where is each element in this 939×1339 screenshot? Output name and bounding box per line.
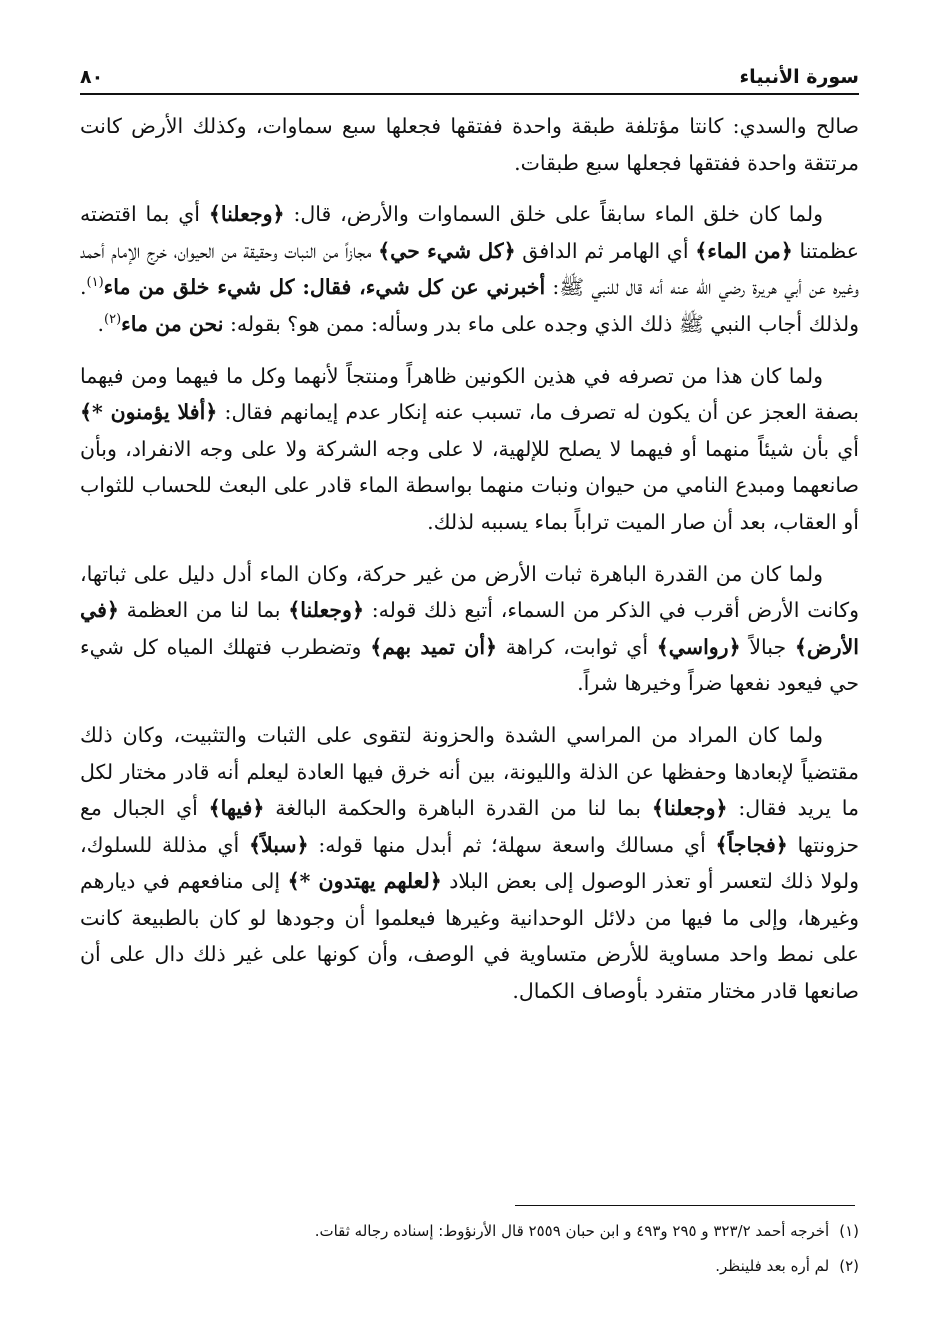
paragraph bbox=[80, 556, 859, 702]
hadith-quote: أخبرني عن كل شيء، فقال: كل شيء خلق من ماء bbox=[103, 275, 546, 300]
footnote-text: لم أره بعد فلينظر. bbox=[715, 1257, 830, 1275]
text-run: أي بأن شيئاً منهما أو فيهما لا يصلح للإلهية، لا على وجه الشركة ولا على وجه الانفراد، وبأن صانعهما ومبدع النامي من حيوان ونبات منهما بواسطة الماء قادر على البعث للحساب للثواب أو العقاب، بعد أن صار الميت تراباً بماء يسببه لذلك. bbox=[80, 436, 859, 534]
paragraph bbox=[80, 108, 859, 181]
quran-quote: ﴿من الماء﴾ bbox=[695, 238, 793, 263]
hadith-quote: نحن من ماء bbox=[121, 311, 224, 336]
quran-quote: ﴿أن تميد بهم﴾ bbox=[370, 634, 498, 659]
text-run: أي ثوابت، كراهة bbox=[497, 634, 657, 659]
quran-quote: ﴿وجعلنا﴾ bbox=[208, 202, 285, 227]
footnote bbox=[80, 1249, 859, 1284]
text-run: ولما كان خلق الماء سابقاً على خلق السماوات والأرض، قال: bbox=[284, 202, 824, 227]
page-header bbox=[80, 52, 859, 92]
text-run: بما لنا من العظمة bbox=[118, 598, 289, 623]
quran-quote: ﴿فيها﴾ bbox=[208, 796, 265, 821]
text-run: أي مسالك واسعة سهلة؛ ثم أبدل منها قوله: bbox=[308, 832, 716, 857]
footnote bbox=[80, 1214, 859, 1249]
quran-quote: ﴿سبلاً﴾ bbox=[248, 832, 309, 857]
text-run: أي الهامر ثم الدافق bbox=[515, 238, 696, 263]
quran-quote: ﴿كل شيء حي﴾ bbox=[378, 238, 516, 263]
text-run: ولما كان المراد من المراسي الشدة والحزونة لتقوى على الثبات والتثبيت، وكان ذلك مقتضياً لإبعادها وحفظها عن الذلة والليونة، بين أنه خرق فيها العادة ليعلم أنه قادر مختار لكل ما يريد فقال: bbox=[80, 722, 860, 821]
paragraph bbox=[80, 358, 859, 541]
text-run: ولما كان هذا من تصرفه في هذين الكونين ظاهراً ومنتجاً لأنهما وكل ما فيهما ومن فيهما بصفة العجز عن أن يكون له تصرف ما، تسبب عنه إنكار عدم إيمانهم فقال: bbox=[80, 363, 859, 425]
footnotes bbox=[80, 1214, 859, 1284]
main-text bbox=[80, 108, 859, 1010]
text-run: . ولذلك أجاب النبي ﷺ ذلك الذي وجده على ماء بدر وسأله: ممن هو؟ بقوله: bbox=[80, 275, 859, 336]
text-run: وتضطرب فتهلك المياه كل شيء حي فيعود نفعها ضراً وخيرها شراً. bbox=[80, 634, 859, 696]
footnote-ref: (١) bbox=[86, 275, 104, 291]
text-run: . bbox=[97, 311, 105, 336]
quran-quote: ﴿فجاجاً﴾ bbox=[715, 832, 788, 857]
quran-quote: ﴿لعلهم يهتدون *﴾ bbox=[287, 869, 442, 894]
text-run: بما لنا من القدرة الباهرة والحكمة البالغة bbox=[264, 796, 652, 821]
text-run: ولما كان من القدرة الباهرة ثبات الأرض من غير حركة، وكان الماء أدل دليل على ثباتها، وكانت الأرض أقرب في الذكر من السماء، أتبع ذلك قوله: bbox=[80, 561, 860, 623]
quran-quote: ﴿وجعلنا﴾ bbox=[288, 598, 364, 623]
text-run: أي بما اقتضته عظمتنا bbox=[80, 202, 859, 263]
footnote-text: أخرجه أحمد ٣٢٣/٢ و ٢٩٥ و٤٩٣ و ابن حبان ٢٥٥٩ قال الأرنؤوط: إسناده رجاله ثقات. bbox=[314, 1222, 830, 1240]
footnote-number: (٢) bbox=[839, 1257, 859, 1275]
text-run: أي الجبال مع حزونتها bbox=[80, 796, 859, 857]
text-run: إلى منافعهم في ديارهم وغيرها، وإلى ما فيها من دلائل الوحدانية وغيرها فيعلموا أن وجودها لو كان بالطبيعة كانت على نمط واحد مساوية للأرض متساوية في الوصف، وأن كونها على غير ذلك دال على أن صانعها قادر مختار متفرد بأوصاف الكمال. bbox=[80, 869, 859, 1004]
text-run: مجازاً من النبات وحقيقة من الحيوان، خرج الإمام أحمد وغيره عن أبي هريرة رضي الله عنه أنه قال للنبي ﷺ: bbox=[80, 238, 859, 300]
paragraph bbox=[80, 196, 859, 342]
quran-quote: ﴿رواسي﴾ bbox=[656, 634, 741, 659]
quran-quote: ﴿أفلا يؤمنون *﴾ bbox=[80, 400, 218, 425]
text-run: صالح والسدي: كانتا مؤتلفة طبقة واحدة ففتقها فجعلها سبع سماوات، وكذلك الأرض كانت مرتتقة واحدة ففتقها فجعلها سبع طبقات. bbox=[80, 114, 859, 175]
paragraph bbox=[80, 717, 859, 1010]
footnote-divider bbox=[515, 1205, 855, 1206]
page-number: ٨٠ bbox=[80, 66, 104, 88]
quran-quote: ﴿وجعلنا﴾ bbox=[651, 796, 728, 821]
text-run: أي مذللة للسلوك، ولولا ذلك لتعسر أو تعذر الوصول إلى بعض البلاد bbox=[80, 832, 859, 894]
footnote-number: (١) bbox=[839, 1222, 859, 1240]
text-run: جبالاً bbox=[740, 634, 795, 659]
footnote-ref: (٢) bbox=[104, 312, 122, 328]
header-divider bbox=[80, 93, 859, 95]
quran-quote: ﴿في الأرض﴾ bbox=[80, 598, 859, 659]
surah-title: سورة الأنبياء bbox=[739, 66, 859, 88]
